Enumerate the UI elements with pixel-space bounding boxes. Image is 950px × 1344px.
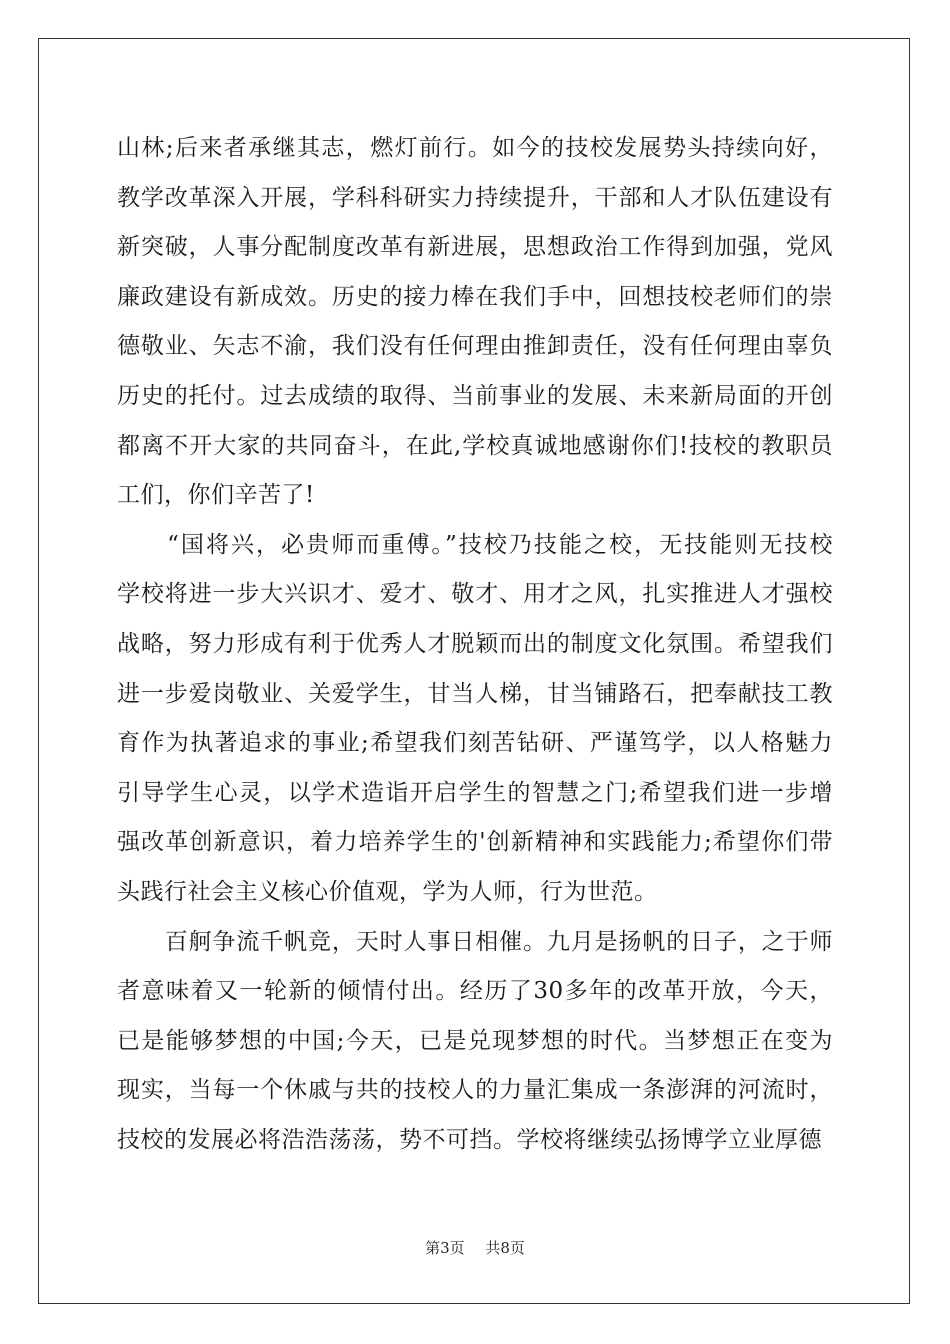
text-line: 已是能够梦想的中国;今天，已是兑现梦想的时代。当梦想正在变为	[117, 1027, 833, 1054]
text-line: 山林;后来者承继其志，燃灯前行。如今的技校发展势头持续向好，	[117, 135, 833, 161]
text-line: 强改革创新意识，着力培养学生的'创新精神和实践能力;希望你们带	[117, 829, 833, 856]
text-line: 引导学生心灵，以学术造诣开启学生的智慧之门;希望我们进一步增	[117, 779, 833, 806]
text-line: 育作为执著追求的事业;希望我们刻苦钻研、严谨笃学，以人格魅力	[117, 730, 833, 757]
text-line: 技校的发展必将浩浩荡荡，势不可挡。学校将继续弘扬博学立业厚德	[117, 1126, 822, 1153]
text-line: 教学改革深入开展，学科科研实力持续提升，干部和人才队伍建设有	[117, 184, 833, 211]
page-current: 第3页	[425, 1239, 465, 1257]
text-line: 都离不开大家的共同奋斗，在此,学校真诚地感谢你们!技校的教职员	[117, 432, 833, 459]
text-line: 战略，努力形成有利于优秀人才脱颖而出的制度文化氛围。希望我们	[117, 630, 833, 657]
text-line: 廉政建设有新成效。历史的接力棒在我们手中，回想技校老师们的崇	[117, 283, 833, 310]
text-line: 头践行社会主义核心价值观，学为人师，行为世范。	[117, 878, 658, 905]
text-line: 新突破，人事分配制度改革有新进展，思想政治工作得到加强，党风	[117, 234, 833, 261]
text-line: 工们，你们辛苦了!	[117, 482, 315, 509]
text-line: 者意味着又一轮新的倾情付出。经历了30多年的改革开放，今天，	[117, 978, 833, 1005]
text-line: 百舸争流千帆竞，天时人事日相催。九月是扬帆的日子，之于师	[117, 928, 833, 955]
text-line: 学校将进一步大兴识才、爱才、敬才、用才之风，扎实推进人才强校	[117, 581, 833, 608]
paragraph	[117, 521, 833, 918]
page-footer	[0, 1237, 950, 1258]
text-line: 德敬业、矢志不渝，我们没有任何理由推卸责任，没有任何理由辜负	[117, 333, 833, 360]
page-total: 共8页	[485, 1239, 525, 1257]
text-line: 历史的托付。过去成绩的取得、当前事业的发展、未来新局面的开创	[117, 382, 833, 409]
text-line: “国将兴，必贵师而重傅。”技校乃技能之校，无技能则无技校	[117, 531, 833, 558]
text-line: 现实，当每一个休戚与共的技校人的力量汇集成一条澎湃的河流时，	[117, 1077, 833, 1104]
document-body	[117, 124, 833, 1165]
paragraph	[117, 918, 833, 1166]
text-line: 进一步爱岗敬业、关爱学生，甘当人梯，甘当铺路石，把奉献技工教	[117, 680, 833, 707]
paragraph	[117, 124, 833, 521]
